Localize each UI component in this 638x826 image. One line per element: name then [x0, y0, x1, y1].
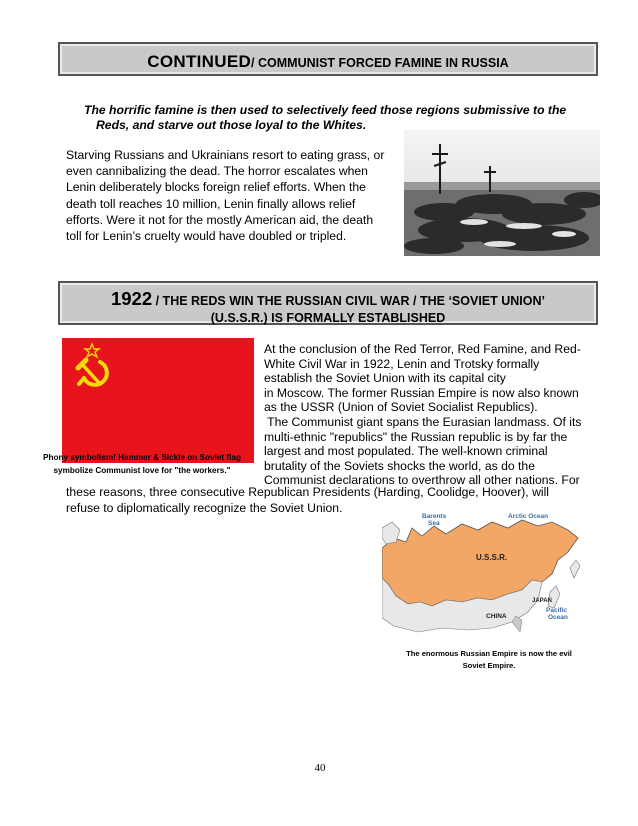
text-line: in Moscow. The former Russian Empire is now also known [264, 385, 579, 400]
map-label-japan: JAPAN [532, 598, 552, 604]
page-number: 40 [314, 762, 326, 774]
soviet-flag [62, 338, 254, 463]
flag-caption [30, 451, 254, 477]
text-line: largest and most populated. The well-known criminal [264, 444, 548, 459]
famine-paragraph [66, 147, 396, 244]
section-banner-famine [58, 42, 598, 76]
section-banner-soviet-union [58, 281, 598, 325]
map-caption-line-1: The enormous Russian Empire is now the evil [406, 649, 572, 658]
text-line: as the USSR (Union of Soviet Socialist Republics). [264, 400, 538, 415]
map-label-ocean: Ocean [548, 614, 568, 621]
soviet-union-paragraph [264, 342, 596, 488]
hammer-sickle-icon [62, 338, 254, 463]
ussr-map [382, 508, 588, 638]
map-caption [378, 648, 600, 672]
map-label-ussr: U.S.S.R. [476, 553, 508, 562]
map-label-sea: Sea [428, 520, 440, 527]
intro-line-2: Reds, and starve out those loyal to the Whites. [96, 118, 367, 132]
intro-line-1: The horrific famine is then used to selectively feed those regions submissive to the [84, 103, 567, 117]
text-line: death toll reaches 10 million, Lenin finally allows relief [66, 196, 356, 211]
famine-intro [84, 103, 594, 133]
flag-caption-line-2: symbolize Communist love for "the workers." [53, 466, 231, 475]
map-label-arctic: Arctic Ocean [508, 513, 549, 520]
text-line: establish the Soviet Union with its capital city [264, 371, 506, 386]
famine-photo-graphic [404, 130, 600, 256]
text-line: White Civil War in 1922, Lenin and Trotsky formally [264, 356, 540, 371]
map-caption-line-2: Soviet Empire. [462, 661, 516, 670]
text-line: toll for Lenin’s cruelty would have doubled or tripled. [66, 229, 347, 244]
flag-caption-line-1: Phony symbolism! Hammer & Sickle on Soviet flag [43, 453, 241, 462]
text-line: The Communist giant spans the Eurasian landmass. Of its [264, 414, 582, 429]
map-label-barents: Barents [422, 513, 447, 520]
banner-continued: CONTINUED [147, 52, 252, 71]
text-line: Communist declarations to overthrow all other nations. For [264, 473, 580, 488]
banner-famine-title: / COMMUNIST FORCED FAMINE IN RUSSIA [251, 56, 509, 70]
map-label-pacific: Pacific [546, 607, 567, 614]
text-line: even cannibalizing the dead. The horror escalates when [66, 164, 368, 179]
text-line: Lenin deliberately blocks foreign relief efforts. When the [66, 180, 366, 195]
text-line: At the conclusion of the Red Terror, Red Famine, and Red- [264, 342, 581, 356]
text-line: these reasons, three consecutive Republican Presidents (Harding, Coolidge, Hoover), will [66, 485, 550, 499]
map-label-china: CHINA [486, 613, 507, 620]
ussr-map-graphic [382, 508, 588, 638]
text-line: efforts. Were it not for the mostly American aid, the death [66, 212, 374, 227]
text-line: Starving Russians and Ukrainians resort to eating grass, or [66, 148, 385, 162]
famine-photo [404, 130, 600, 256]
text-line: refuse to diplomatically recognize the Soviet Union. [66, 501, 343, 515]
text-line: multi-ethnic "republics" the Russian republic is by far the [264, 429, 568, 444]
text-line: brutality of the Soviets shocks the world, as do the [264, 458, 535, 473]
banner-ussr-title: (U.S.S.R.) IS FORMALLY ESTABLISHED [210, 311, 446, 325]
banner-civil-war-title: / THE REDS WIN THE RUSSIAN CIVIL WAR / THE ‘SOVIET UNION’ [152, 294, 545, 308]
banner-year: 1922 [110, 288, 153, 309]
